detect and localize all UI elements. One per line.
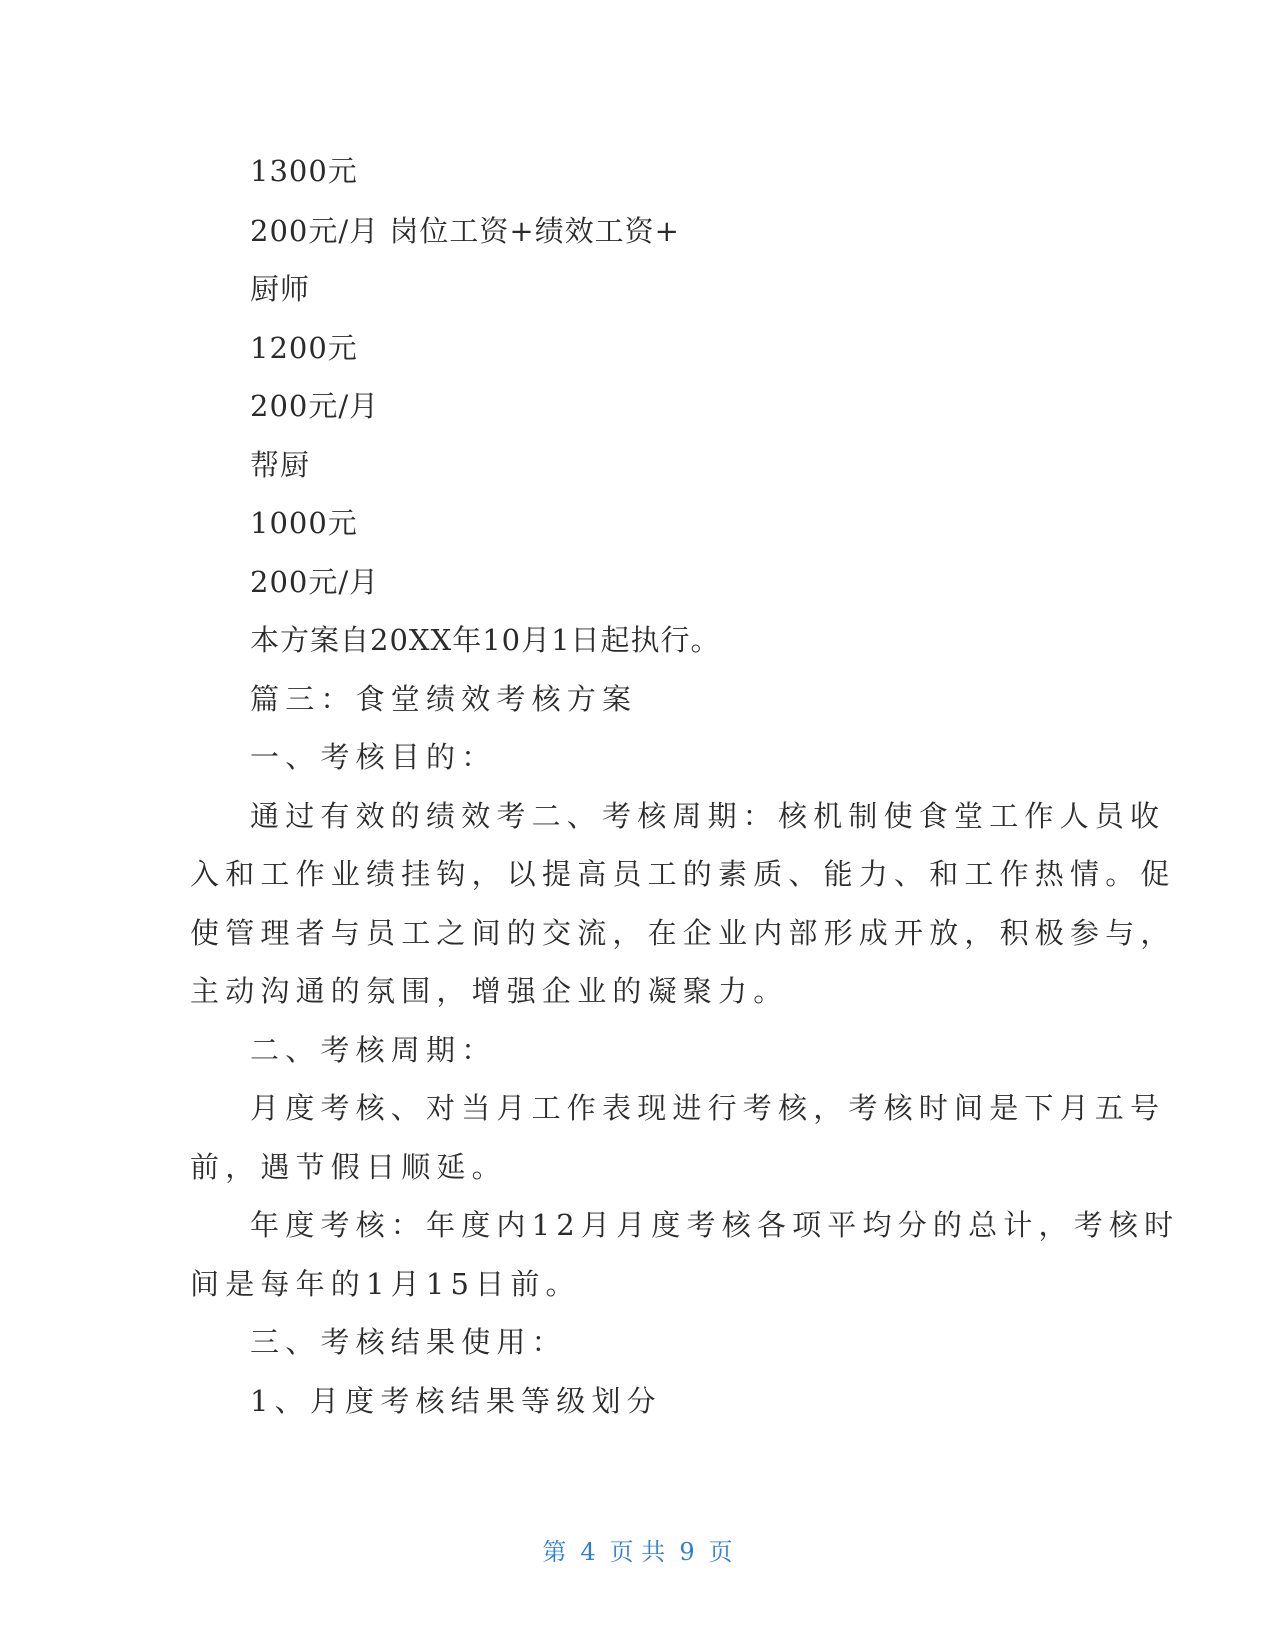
section-heading: 篇三：食堂绩效考核方案 [250, 682, 638, 716]
paragraph-line: 间是每年的1月15日前。 [190, 1267, 581, 1301]
footer-suffix: 页 [708, 1538, 733, 1566]
text-line: 200元/月 [250, 389, 380, 423]
text-line: 200元/月 [250, 565, 380, 599]
text-line: 厨师 [250, 272, 311, 306]
section-heading: 一、考核目的： [250, 740, 497, 774]
footer-middle: 页 共 [609, 1538, 666, 1566]
text-line: 1200元 [250, 331, 358, 365]
page-footer [0, 1537, 1275, 1567]
paragraph-line: 主动沟通的氛围，增强企业的凝聚力。 [190, 974, 789, 1008]
paragraph-line: 年度考核：年度内12月月度考核各项平均分的总计，考核时 [250, 1208, 1180, 1242]
paragraph-line: 通过有效的绩效考二、考核周期：核机制使食堂工作人员收 [250, 799, 1166, 833]
text-line: 本方案自20XX年10月1日起执行。 [250, 623, 721, 657]
paragraph-line: 入和工作业绩挂钩，以提高员工的素质、能力、和工作热情。促 [190, 857, 1176, 891]
text-line: 200元/月 岗位工资+绩效工资+ [250, 214, 680, 248]
text-line: 1000元 [250, 506, 358, 540]
paragraph-line: 使管理者与员工之间的交流，在企业内部形成开放，积极参与， [190, 916, 1176, 950]
section-heading: 三、考核结果使用： [250, 1325, 567, 1359]
paragraph-line: 月度考核、对当月工作表现进行考核，考核时间是下月五号 [250, 1091, 1166, 1125]
section-heading: 二、考核周期： [250, 1033, 497, 1067]
current-page-number: 4 [580, 1538, 596, 1566]
total-pages-number: 9 [679, 1538, 695, 1566]
paragraph-line: 前，遇节假日顺延。 [190, 1150, 507, 1184]
text-line: 1300元 [250, 154, 358, 188]
footer-prefix: 第 [542, 1538, 567, 1566]
text-line: 帮厨 [250, 448, 311, 482]
subsection-heading: 1、月度考核结果等级划分 [250, 1384, 662, 1418]
